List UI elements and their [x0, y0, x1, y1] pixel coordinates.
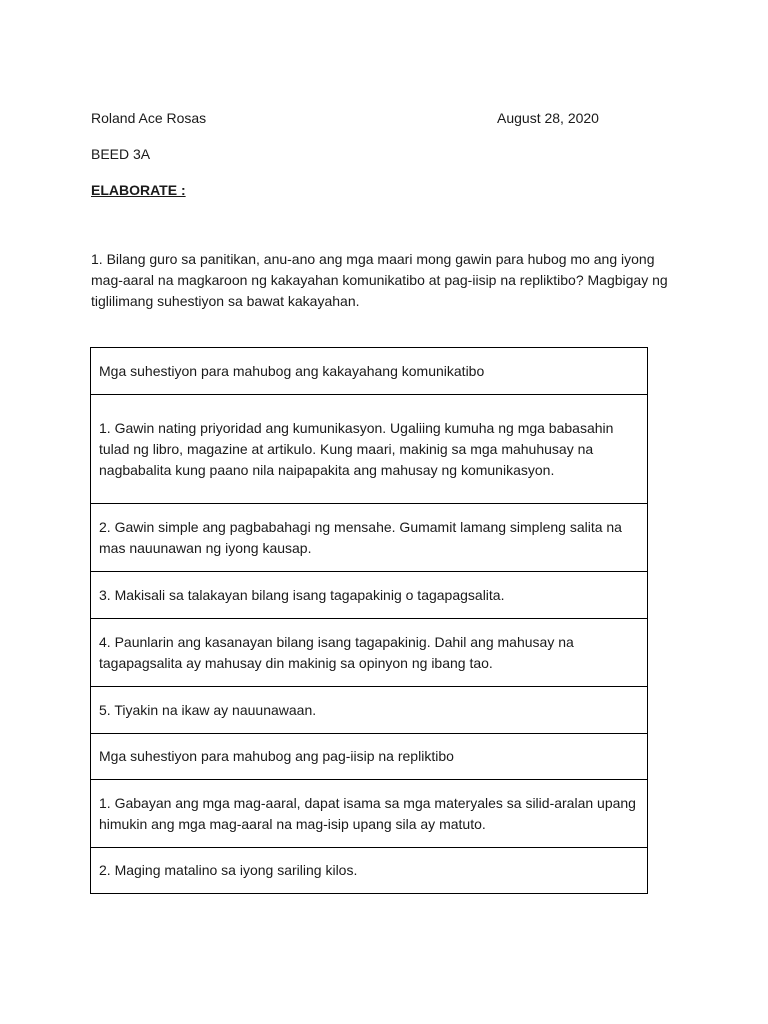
course-section: BEED 3A	[91, 146, 151, 162]
table-row	[91, 734, 648, 780]
table-row	[91, 780, 648, 848]
table-row	[91, 504, 648, 572]
table-row	[91, 395, 648, 504]
table-row	[91, 848, 648, 894]
table-row	[91, 687, 648, 734]
section-title-reflective: Mga suhestiyon para mahubog ang pag-iisip na repliktibo	[91, 734, 648, 780]
section-heading: ELABORATE :	[91, 182, 186, 198]
student-name: Roland Ace Rosas	[91, 110, 207, 126]
communicative-suggestion-1: 1. Gawin nating priyoridad ang kumunikasyon. Ugaliing kumuha ng mga babasahin tulad ng libro, magazine at artikulo. Kung maari, makinig sa mga mahuhusay na nagbabalita kung paano nila naipapakita ang mahusay ng komunikasyon.	[91, 395, 648, 504]
communicative-suggestion-4: 4. Paunlarin ang kasanayan bilang isang tagapakinig. Dahil ang mahusay na tagapagsalita ay mahusay din makinig sa opinyon ng ibang tao.	[91, 619, 648, 687]
reflective-suggestion-2: 2. Maging matalino sa iyong sariling kilos.	[91, 848, 648, 894]
communicative-suggestion-3: 3. Makisali sa talakayan bilang isang tagapakinig o tagapagsalita.	[91, 572, 648, 619]
question-text: 1. Bilang guro sa panitikan, anu-ano ang mga maari mong gawin para hubog mo ang iyong mag-aaral na magkaroon ng kakayahan komunikatibo at pag-iisip na repliktibo? Magbigay ng tiglilimang suhestiyon sa bawat kakayahan.	[91, 251, 668, 309]
suggestions-table	[90, 347, 648, 894]
communicative-suggestion-2: 2. Gawin simple ang pagbabahagi ng mensahe. Gumamit lamang simpleng salita na mas nauunawan ng iyong kausap.	[91, 504, 648, 572]
table-row	[91, 348, 648, 395]
communicative-suggestion-5: 5. Tiyakin na ikaw ay nauunawaan.	[91, 687, 648, 734]
document-date: August 28, 2020	[497, 110, 599, 126]
section-title-communicative: Mga suhestiyon para mahubog ang kakayahang komunikatibo	[91, 348, 648, 395]
table-row	[91, 619, 648, 687]
table-row	[91, 572, 648, 619]
reflective-suggestion-1: 1. Gabayan ang mga mag-aaral, dapat isama sa mga materyales sa silid-aralan upang himukin ang mga mag-aaral na mag-isip upang sila ay matuto.	[91, 780, 648, 848]
